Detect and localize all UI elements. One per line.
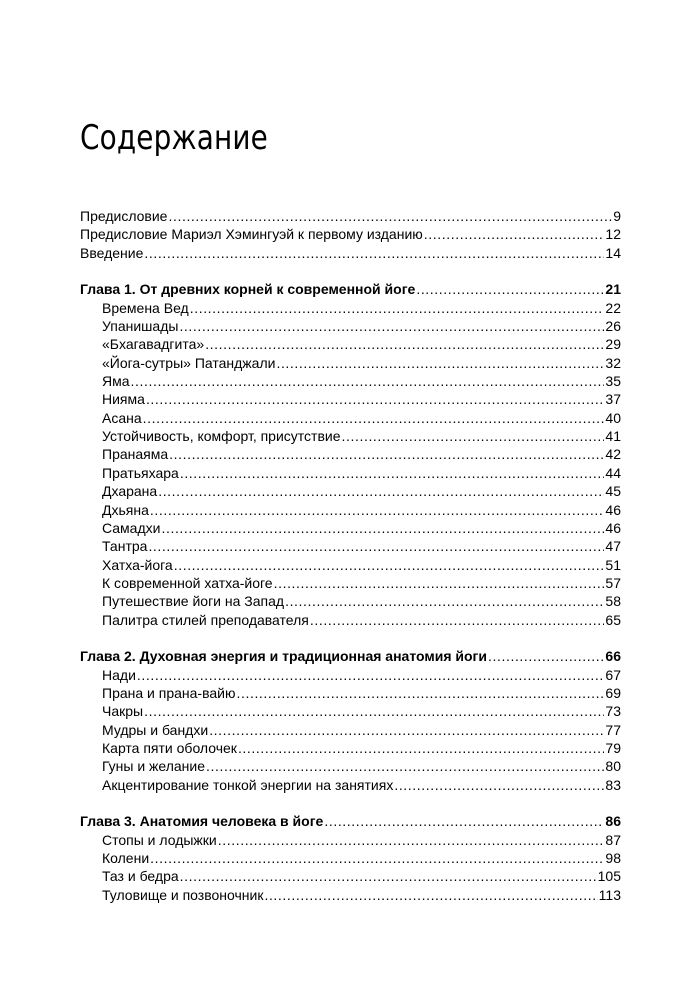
dot-leader — [148, 537, 604, 555]
dot-leader — [424, 225, 605, 243]
toc-entry[interactable] — [80, 574, 621, 592]
toc-entry[interactable] — [80, 684, 621, 702]
toc-entry[interactable] — [80, 831, 621, 849]
toc-page-number: 42 — [605, 446, 621, 463]
toc-entry[interactable] — [80, 757, 621, 775]
toc-page-number: 14 — [605, 244, 621, 261]
toc-entry-label: Нади — [102, 666, 136, 683]
toc-entry[interactable] — [80, 317, 621, 335]
toc-entry[interactable] — [80, 482, 621, 500]
toc-page-number: 44 — [605, 464, 621, 481]
section-gap — [80, 794, 621, 812]
toc-page-number: 66 — [605, 648, 621, 665]
dot-leader — [238, 739, 604, 757]
toc-page-number: 9 — [613, 208, 621, 224]
toc-entry-label: Дхьяна — [102, 501, 149, 518]
dot-leader — [190, 299, 605, 317]
dot-leader — [150, 501, 605, 519]
toc-entry-label: Нияма — [102, 391, 145, 408]
dot-leader — [144, 244, 604, 262]
dot-leader — [137, 666, 605, 684]
toc-entry[interactable] — [80, 335, 621, 353]
toc-entry[interactable] — [80, 409, 621, 427]
toc-entry-label: Самадхи — [102, 519, 161, 536]
dot-leader — [150, 849, 604, 867]
toc-entry-label: Прана и прана-вайю — [102, 684, 236, 701]
toc-entry[interactable] — [80, 390, 621, 408]
toc-page-number: 98 — [605, 850, 621, 867]
dot-leader — [143, 409, 605, 427]
toc-entry-label: Палитра стилей преподавателя — [102, 611, 309, 628]
toc-entry[interactable] — [80, 702, 621, 720]
toc-entry-label: Туловище и позвоночник — [102, 886, 264, 903]
toc-entry-label: Яма — [102, 373, 130, 390]
dot-leader — [264, 886, 597, 904]
dot-leader — [131, 372, 605, 390]
toc-entry-label: Упанишады — [102, 318, 179, 335]
toc-entry-label: К современной хатха-йоге — [102, 574, 273, 591]
dot-leader — [206, 757, 604, 775]
toc-entry-label: Стопы и лодыжки — [102, 831, 217, 848]
dot-leader — [416, 280, 604, 298]
toc-chapter-heading[interactable] — [80, 280, 621, 298]
dot-leader — [394, 776, 604, 794]
toc-page-number: 77 — [605, 721, 621, 738]
toc-entry-label: Карта пяти оболочек — [102, 739, 237, 756]
toc-page-number: 22 — [605, 299, 621, 316]
dot-leader — [169, 445, 604, 463]
toc-entry-label: Дхарана — [102, 483, 158, 500]
toc-entry[interactable] — [80, 427, 621, 445]
toc-entry-label: Введение — [80, 244, 144, 261]
dot-leader — [488, 647, 604, 665]
toc-page-number: 29 — [605, 336, 621, 353]
toc-chapter-heading[interactable] — [80, 647, 621, 665]
toc-page-number: 79 — [605, 739, 621, 756]
toc-entry-label: Тантра — [102, 538, 148, 555]
toc-entry-label: Предисловие — [80, 208, 168, 224]
toc-page-number: 58 — [605, 593, 621, 610]
toc-page-number: 26 — [605, 318, 621, 335]
toc-entry-label: Глава 3. Анатомия человека в йоге — [80, 813, 324, 830]
dot-leader — [285, 592, 604, 610]
toc-entry-label: «Йога-сутры» Патанджали — [102, 354, 276, 371]
dot-leader — [236, 684, 604, 702]
toc-entry[interactable] — [80, 445, 621, 463]
toc-page-number: 83 — [605, 776, 621, 793]
toc-entry[interactable] — [80, 867, 621, 885]
toc-page-number: 51 — [605, 556, 621, 573]
toc-entry-label: Асана — [102, 409, 142, 426]
toc-page-number: 73 — [605, 703, 621, 720]
toc-page-number: 37 — [605, 391, 621, 408]
toc-entry-label: Глава 1. От древних корней к современной йоге — [80, 281, 416, 298]
toc-entry[interactable] — [80, 666, 621, 684]
toc-entry[interactable] — [80, 299, 621, 317]
table-of-contents — [80, 207, 621, 904]
dot-leader — [179, 317, 604, 335]
toc-entry[interactable] — [80, 372, 621, 390]
toc-entry[interactable] — [80, 464, 621, 482]
dot-leader — [218, 831, 605, 849]
toc-entry[interactable] — [80, 849, 621, 867]
toc-page-number: 35 — [605, 373, 621, 390]
toc-entry-label: Устойчивость, комфорт, присутствие — [102, 428, 341, 445]
toc-page-number: 65 — [605, 611, 621, 628]
toc-entry[interactable] — [80, 739, 621, 757]
toc-entry-label: Путешествие йоги на Запад — [102, 593, 285, 610]
toc-entry-label: Гуны и желание — [102, 758, 206, 775]
toc-page-number: 45 — [605, 483, 621, 500]
dot-leader — [174, 556, 605, 574]
toc-entry-label: Времена Вед — [102, 299, 189, 316]
toc-entry[interactable] — [80, 592, 621, 610]
toc-entry-label: Пранаяма — [102, 446, 169, 463]
dot-leader — [168, 207, 612, 225]
toc-entry-label: Предисловие Мариэл Хэмингуэй к первому изданию — [80, 226, 423, 243]
toc-entry[interactable] — [80, 537, 621, 555]
page-title: Содержание — [80, 118, 268, 158]
toc-page-number: 40 — [605, 409, 621, 426]
toc-entry[interactable] — [80, 354, 621, 372]
toc-entry[interactable] — [80, 776, 621, 794]
toc-entry-label: «Бхагавадгита» — [102, 336, 205, 353]
dot-leader — [276, 354, 604, 372]
toc-entry-label: Глава 2. Духовная энергия и традиционная анатомия йоги — [80, 648, 487, 665]
dot-leader — [180, 464, 605, 482]
toc-entry-label: Чакры — [102, 703, 144, 720]
toc-entry-label: Пратьяхара — [102, 464, 179, 481]
toc-page-number: 105 — [597, 868, 621, 885]
dot-leader — [209, 721, 604, 739]
toc-page-number: 47 — [605, 538, 621, 555]
toc-page-number: 46 — [605, 519, 621, 536]
toc-entry[interactable] — [80, 207, 621, 225]
toc-entry[interactable] — [80, 501, 621, 519]
toc-chapter-heading[interactable] — [80, 812, 621, 830]
section-gap — [80, 629, 621, 647]
toc-page-number: 86 — [605, 813, 621, 830]
toc-entry[interactable] — [80, 225, 621, 243]
toc-page-number: 67 — [605, 666, 621, 683]
dot-leader — [180, 867, 597, 885]
section-gap — [80, 262, 621, 280]
dot-leader — [274, 574, 605, 592]
dot-leader — [144, 702, 604, 720]
toc-entry[interactable] — [80, 519, 621, 537]
dot-leader — [310, 611, 605, 629]
toc-page-number: 46 — [605, 501, 621, 518]
dot-leader — [324, 812, 604, 830]
toc-page-number: 12 — [605, 226, 621, 243]
toc-page-number: 87 — [605, 831, 621, 848]
dot-leader — [161, 519, 604, 537]
toc-entry[interactable] — [80, 886, 621, 904]
toc-entry[interactable] — [80, 611, 621, 629]
toc-page-number: 41 — [605, 428, 621, 445]
dot-leader — [342, 427, 605, 445]
toc-entry-label: Таз и бедра — [102, 868, 179, 885]
toc-entry-label: Мудры и бандхи — [102, 721, 209, 738]
toc-entry[interactable] — [80, 556, 621, 574]
dot-leader — [146, 390, 604, 408]
toc-page-number: 21 — [605, 281, 621, 298]
toc-entry[interactable] — [80, 721, 621, 739]
toc-page-number: 57 — [605, 574, 621, 591]
dot-leader — [158, 482, 604, 500]
toc-entry-label: Акцентирование тонкой энергии на занятиях — [102, 776, 394, 793]
toc-entry-label: Хатха-йога — [102, 556, 173, 573]
toc-page-number: 32 — [605, 354, 621, 371]
toc-page-number: 80 — [605, 758, 621, 775]
dot-leader — [205, 335, 604, 353]
toc-entry[interactable] — [80, 244, 621, 262]
toc-page-number: 113 — [598, 886, 621, 903]
toc-page-number: 69 — [605, 684, 621, 701]
toc-entry-label: Колени — [102, 850, 150, 867]
